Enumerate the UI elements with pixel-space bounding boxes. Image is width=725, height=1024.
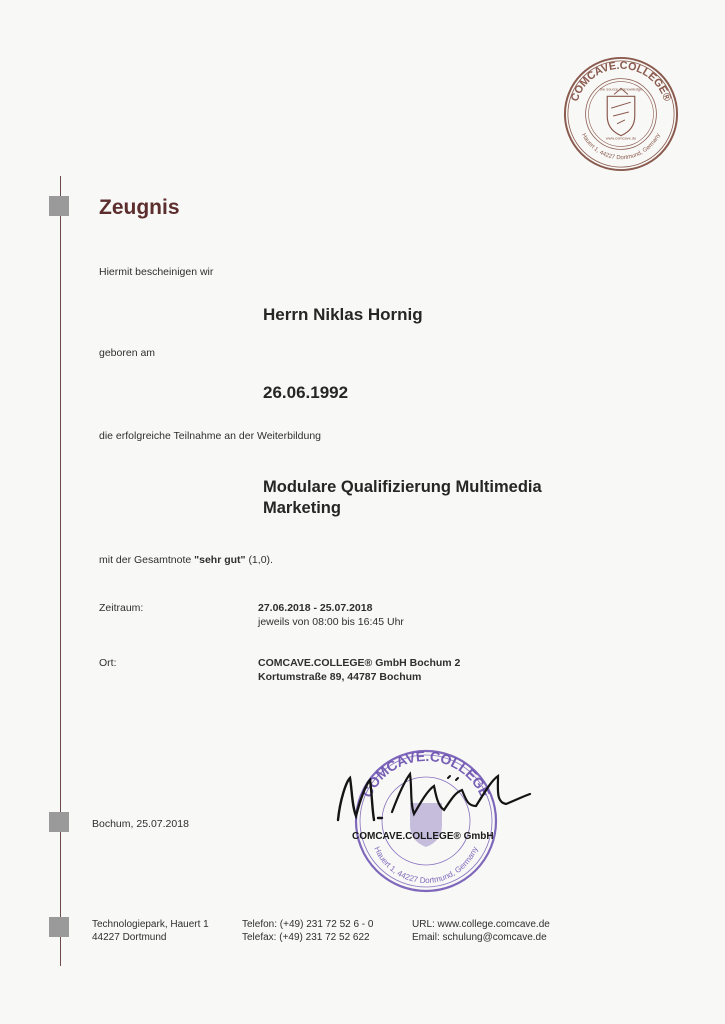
location-label: Ort: — [99, 657, 117, 669]
document-title: Zeugnis — [99, 196, 180, 219]
grade-suffix: (1,0). — [248, 554, 273, 566]
footer-contact — [242, 918, 373, 944]
footer-address — [92, 918, 209, 944]
grade-prefix: mit der Gesamtnote — [99, 554, 192, 566]
footer-email: Email: schulung@comcave.de — [412, 932, 547, 943]
stamp-address-text: Hauert 1, 44227 Dortmund, Germany — [372, 845, 480, 886]
location-name: COMCAVE.COLLEGE® GmbH Bochum 2 — [258, 657, 461, 669]
margin-marker-top — [49, 196, 69, 216]
seal-ring-text: COMCAVE.COLLEGE® — [568, 59, 674, 104]
birth-date: 26.06.1992 — [263, 383, 349, 402]
footer-fax: Telefax: (+49) 231 72 52 622 — [242, 932, 370, 943]
born-label: geboren am — [99, 347, 156, 359]
signature — [330, 760, 540, 830]
stamp-company: COMCAVE.COLLEGE® GmbH — [352, 831, 494, 842]
place-date: Bochum, 25.07.2018 — [92, 818, 189, 830]
margin-marker-middle — [49, 812, 69, 832]
participation-text: die erfolgreiche Teilnahme an der Weiterbildung — [99, 430, 321, 442]
course-title-line2: Marketing — [263, 499, 341, 517]
footer-url: URL: www.college.comcave.de — [412, 919, 550, 930]
college-seal — [562, 55, 680, 173]
seal-url: www.comcave.de — [605, 135, 637, 141]
seal-motto: the source of knowledge — [599, 86, 643, 92]
intro-text: Hiermit bescheinigen wir — [99, 266, 214, 278]
grade-line — [99, 554, 273, 566]
grade-value: "sehr gut" — [194, 554, 246, 566]
period-dates: 27.06.2018 - 25.07.2018 — [258, 602, 373, 614]
footer-phone: Telefon: (+49) 231 72 52 6 - 0 — [242, 919, 374, 930]
margin-line — [60, 176, 61, 966]
course-title-line1: Modulare Qualifizierung Multimedia — [263, 478, 542, 496]
recipient-name: Herrn Niklas Hornig — [263, 305, 423, 324]
footer-web — [412, 918, 550, 944]
footer-address-line2: 44227 Dortmund — [92, 932, 167, 943]
course-title — [263, 477, 603, 519]
margin-marker-bottom — [49, 917, 69, 937]
stamp-ring-text: COMCAVE.COLLEGE — [358, 747, 494, 800]
period-times: jeweils von 08:00 bis 16:45 Uhr — [258, 616, 404, 628]
seal-address-text: Hauert 1, 44227 Dortmund, Germany — [580, 132, 662, 162]
period-label: Zeitraum: — [99, 602, 144, 614]
footer-address-line1: Technologiepark, Hauert 1 — [92, 919, 209, 930]
location-address: Kortumstraße 89, 44787 Bochum — [258, 671, 422, 683]
